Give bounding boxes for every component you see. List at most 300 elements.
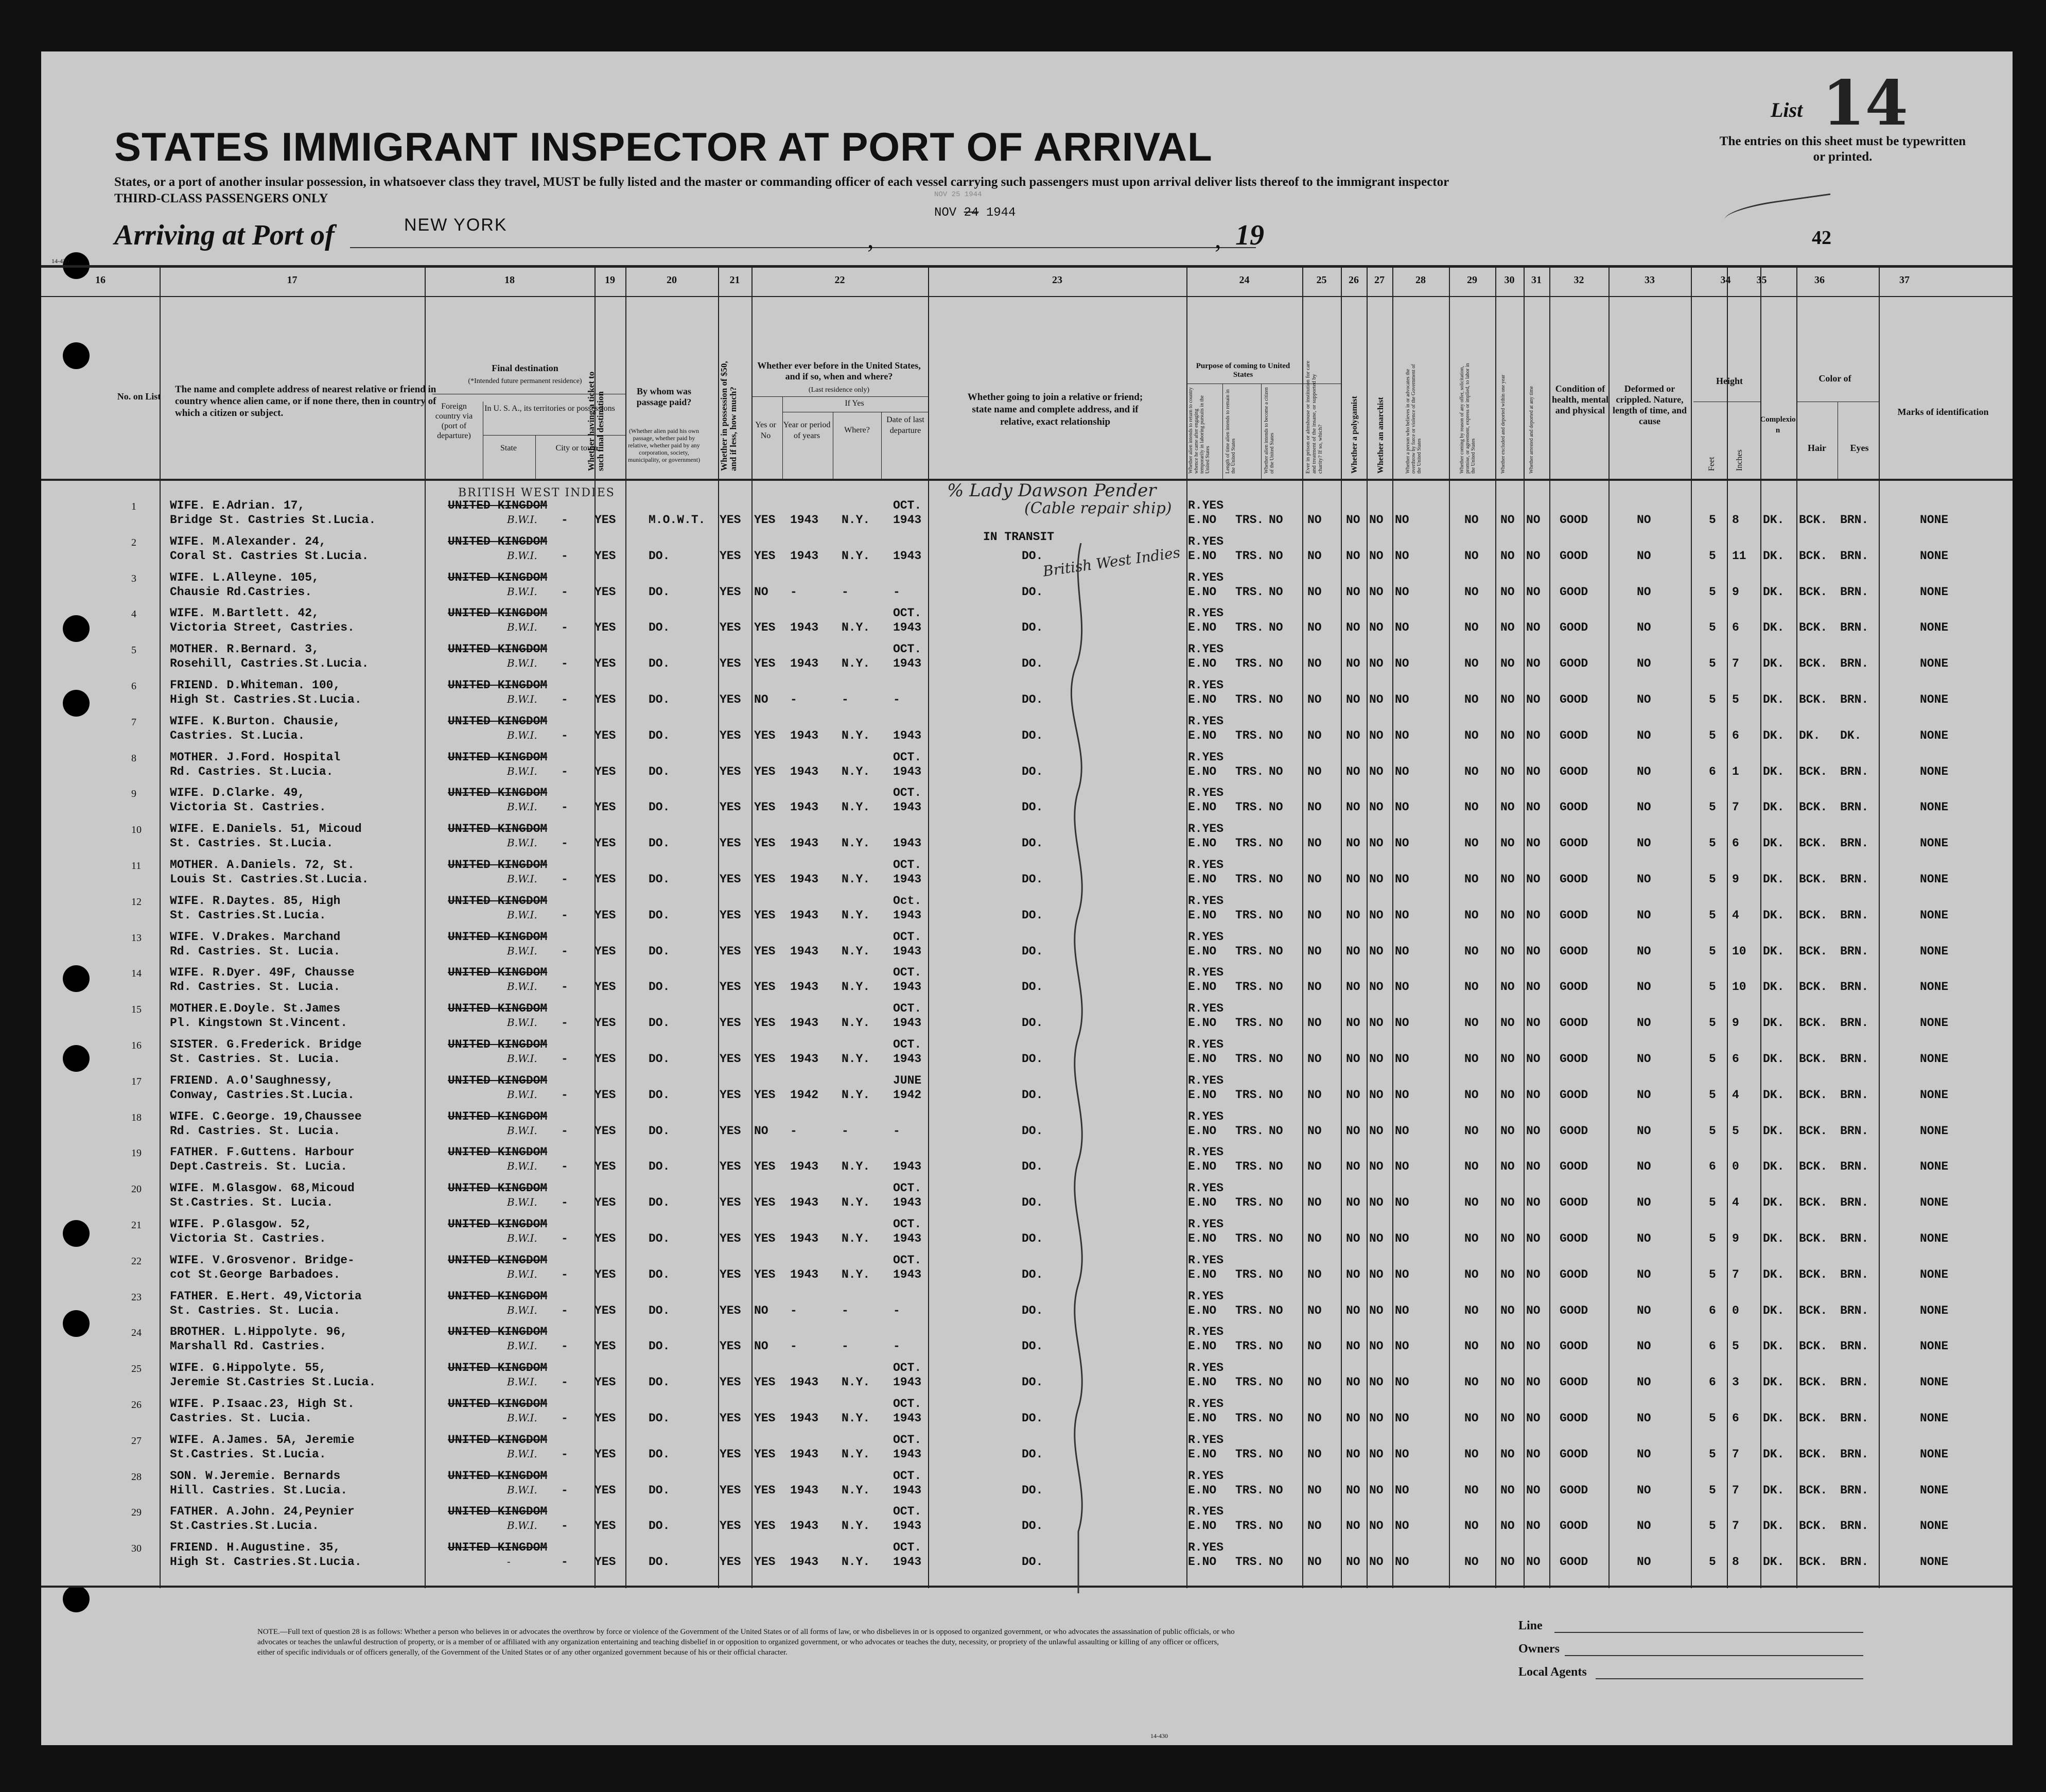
- cell-before: NO: [754, 693, 768, 706]
- cell-where: N.Y.: [842, 1376, 870, 1389]
- cell-join: DO.: [1022, 944, 1043, 958]
- cell-dep2: 1943: [893, 549, 922, 563]
- cell-state: B.W.I.: [507, 621, 537, 634]
- cell-c29: NO: [1464, 1303, 1479, 1317]
- cell-inches: 5: [1732, 1124, 1739, 1138]
- cell-c30: NO: [1500, 585, 1515, 599]
- cell-money: YES: [720, 1232, 741, 1245]
- cell-c28: NO: [1395, 1447, 1409, 1461]
- cell-c31: NO: [1526, 1483, 1541, 1497]
- cell-c25: NO: [1307, 585, 1322, 599]
- cell-c25: NO: [1307, 1376, 1322, 1389]
- cell-ticket: YES: [594, 1016, 616, 1030]
- cell-p3: TRS.: [1235, 908, 1264, 922]
- cell-c26: NO: [1346, 801, 1360, 814]
- cell-ticket: YES: [594, 944, 616, 958]
- cell-join: DO.: [1022, 693, 1043, 706]
- header-by-whom: By whom was passage paid?: [636, 386, 692, 407]
- cell-p1: R.YES: [1188, 966, 1224, 980]
- cell-before: YES: [754, 549, 776, 563]
- cell-c28: NO: [1395, 1124, 1409, 1138]
- cell-p2: E.NO: [1188, 1052, 1217, 1066]
- cell-p1: R.YES: [1188, 1397, 1224, 1411]
- cell-p3: TRS.: [1235, 1555, 1264, 1569]
- cell-c28: NO: [1395, 513, 1409, 527]
- cell-where: N.Y.: [842, 1412, 870, 1425]
- cell-feet: 5: [1709, 1196, 1716, 1210]
- cell-p2: E.NO: [1188, 1196, 1217, 1210]
- cell-city: -: [561, 1016, 568, 1030]
- cell-dep1: OCT.: [893, 1433, 922, 1447]
- cell-rel1: WIFE. M.Glasgow. 68,Micoud: [170, 1181, 355, 1195]
- cell-dep1: OCT.: [893, 930, 922, 944]
- cell-year: 1943: [790, 513, 819, 527]
- column-number: 21: [729, 274, 740, 286]
- table-row: [41, 676, 2013, 712]
- cell-c29: NO: [1464, 1016, 1479, 1030]
- cell-rel2: St. Castries.St.Lucia.: [170, 908, 326, 922]
- cell-p2: E.NO: [1188, 1483, 1217, 1497]
- form-code-top: 14-430: [51, 257, 69, 265]
- cell-year: 1943: [790, 621, 819, 635]
- cell-country: UNITED KINGDOM: [448, 1038, 548, 1051]
- cell-rel1: WIFE. V.Drakes. Marchand: [170, 930, 341, 944]
- cell-c28: NO: [1395, 728, 1409, 742]
- cell-where: N.Y.: [842, 1483, 870, 1497]
- cell-p3: TRS.: [1235, 513, 1264, 527]
- cell-p2: E.NO: [1188, 944, 1217, 958]
- cell-c27: NO: [1369, 728, 1384, 742]
- cell-c31: NO: [1526, 1303, 1541, 1317]
- cell-money: YES: [720, 513, 741, 527]
- cell-p4: NO: [1269, 728, 1283, 742]
- cell-rel2: St. Castries. St.Lucia.: [170, 837, 334, 850]
- cell-eyes: BRN.: [1840, 657, 1869, 671]
- cell-year: 1943: [790, 1196, 819, 1210]
- header-relative: The name and complete address of nearest relative or friend in country whence alien came, or if none there, then in country of which a citizen or subject.: [175, 384, 436, 419]
- cell-p2: E.NO: [1188, 1016, 1217, 1030]
- cell-c31: NO: [1526, 657, 1541, 671]
- cell-c27: NO: [1369, 1124, 1384, 1138]
- cell-feet: 5: [1709, 1052, 1716, 1066]
- cell-eyes: BRN.: [1840, 1196, 1869, 1210]
- table-row: [41, 1036, 2013, 1072]
- cell-dep2: 1943: [893, 513, 922, 527]
- cell-rel2: Castries. St. Lucia.: [170, 1412, 312, 1425]
- cell-country: UNITED KINGDOM: [448, 894, 548, 908]
- cell-state: B.W.I.: [507, 801, 537, 813]
- cell-p3: TRS.: [1235, 1339, 1264, 1353]
- annotation-bwi-cursive: British West Indies: [1042, 544, 1181, 580]
- cell-join: DO.: [1022, 1196, 1043, 1210]
- cell-inches: 4: [1732, 1088, 1739, 1102]
- cell-feet: 6: [1709, 1339, 1716, 1353]
- cell-paid: DO.: [649, 621, 670, 635]
- cell-rel2: Jeremie St.Castries St.Lucia.: [170, 1376, 376, 1389]
- cell-where: N.Y.: [842, 1088, 870, 1102]
- cell-c31: NO: [1526, 1232, 1541, 1245]
- cell-deformed: NO: [1637, 1124, 1651, 1138]
- cell-deformed: NO: [1637, 1483, 1651, 1497]
- cell-c28: NO: [1395, 1412, 1409, 1425]
- cell-before: YES: [754, 1088, 776, 1102]
- cell-year: 1943: [790, 1016, 819, 1030]
- cell-hair: BCK.: [1799, 1232, 1828, 1245]
- cell-inches: 7: [1732, 1483, 1739, 1497]
- cell-marks: NONE: [1920, 1124, 1949, 1138]
- cell-c29: NO: [1464, 1447, 1479, 1461]
- cell-feet: 5: [1709, 1555, 1716, 1569]
- cell-feet: 5: [1709, 657, 1716, 671]
- cell-deformed: NO: [1637, 1088, 1651, 1102]
- cell-state: B.W.I.: [507, 1303, 537, 1316]
- cell-hair: BCK.: [1799, 1267, 1828, 1281]
- cell-year: 1943: [790, 764, 819, 778]
- cell-c25: NO: [1307, 1232, 1322, 1245]
- cell-rel1: WIFE. D.Clarke. 49,: [170, 786, 305, 800]
- header-subtitle: States, or a port of another insular possession, in whatsoever class they travel, MUST be fully listed and the master or commanding officer of each vessel carrying such passengers must upon arrival deliver lists thereof to the immigrant inspector: [114, 175, 1449, 189]
- cell-paid: DO.: [649, 657, 670, 671]
- cell-rel1: WIFE. P.Isaac.23, High St.: [170, 1397, 355, 1411]
- cell-marks: NONE: [1920, 1160, 1949, 1174]
- cell-c27: NO: [1369, 693, 1384, 706]
- cell-marks: NONE: [1920, 1016, 1949, 1030]
- cell-paid: DO.: [649, 1519, 670, 1533]
- cell-before: YES: [754, 1160, 776, 1174]
- port-name: NEW YORK: [404, 215, 508, 235]
- cell-rel2: Victoria St. Castries.: [170, 801, 326, 814]
- cell-feet: 5: [1709, 1447, 1716, 1461]
- cell-eyes: BRN.: [1840, 585, 1869, 599]
- cell-city: -: [561, 873, 568, 886]
- cell-c30: NO: [1500, 944, 1515, 958]
- cell-where: -: [842, 1303, 849, 1317]
- cell-health: GOOD: [1560, 693, 1588, 706]
- cell-join: DO.: [1022, 1447, 1043, 1461]
- cell-p4: NO: [1269, 908, 1283, 922]
- cell-city: -: [561, 513, 568, 527]
- cell-c28: NO: [1395, 621, 1409, 635]
- cell-c26: NO: [1346, 621, 1360, 635]
- cell-deformed: NO: [1637, 1052, 1651, 1066]
- cell-rel2: St.Castries.St.Lucia.: [170, 1519, 319, 1533]
- cell-health: GOOD: [1560, 837, 1588, 850]
- cell-city: -: [561, 1196, 568, 1210]
- header-purpose-c: Whether alien intends to become a citizen of the United States: [1264, 387, 1275, 474]
- cell-health: GOOD: [1560, 1447, 1588, 1461]
- column-number: 33: [1645, 274, 1655, 286]
- cell-hair: BCK.: [1799, 1412, 1828, 1425]
- cell-deformed: NO: [1637, 1232, 1651, 1245]
- cell-marks: NONE: [1920, 585, 1949, 599]
- cell-year: 1943: [790, 1160, 819, 1174]
- column-number: 30: [1504, 274, 1515, 286]
- cell-c29: NO: [1464, 728, 1479, 742]
- cell-c27: NO: [1369, 549, 1384, 563]
- cell-where: N.Y.: [842, 908, 870, 922]
- cell-inches: 6: [1732, 837, 1739, 850]
- cell-dep1: OCT.: [893, 499, 922, 512]
- cell-c30: NO: [1500, 1160, 1515, 1174]
- cell-state: -: [507, 1555, 511, 1568]
- column-number: 26: [1349, 274, 1359, 286]
- cell-rel1: WIFE. G.Hippolyte. 55,: [170, 1361, 326, 1375]
- cell-health: GOOD: [1560, 908, 1588, 922]
- cell-deformed: NO: [1637, 1447, 1651, 1461]
- cell-where: N.Y.: [842, 1016, 870, 1030]
- cell-c31: NO: [1526, 1555, 1541, 1569]
- cell-where: N.Y.: [842, 837, 870, 850]
- cell-money: YES: [720, 549, 741, 563]
- cell-marks: NONE: [1920, 1088, 1949, 1102]
- cell-dep1: OCT.: [893, 1038, 922, 1051]
- cell-health: GOOD: [1560, 1519, 1588, 1533]
- cell-p1: R.YES: [1188, 1002, 1224, 1016]
- cell-hair: BCK.: [1799, 1376, 1828, 1389]
- cell-rel2: Dept.Castreis. St. Lucia.: [170, 1160, 348, 1174]
- cell-paid: DO.: [649, 728, 670, 742]
- cell-p4: NO: [1269, 549, 1283, 563]
- cell-p3: TRS.: [1235, 549, 1264, 563]
- cell-rel1: WIFE. K.Burton. Chausie,: [170, 714, 341, 728]
- row-number: 7: [131, 716, 136, 728]
- cell-ticket: YES: [594, 1483, 616, 1497]
- cell-c26: NO: [1346, 980, 1360, 994]
- cell-eyes: BRN.: [1840, 1412, 1869, 1425]
- footer-owners-field: [1565, 1655, 1863, 1656]
- cell-c31: NO: [1526, 1160, 1541, 1174]
- cell-paid: DO.: [649, 693, 670, 706]
- cell-hair: BCK.: [1799, 873, 1828, 886]
- cell-feet: 5: [1709, 1483, 1716, 1497]
- column-number: 17: [287, 274, 298, 286]
- cell-p2: E.NO: [1188, 837, 1217, 850]
- cell-feet: 5: [1709, 1412, 1716, 1425]
- cell-money: YES: [720, 837, 741, 850]
- comma-1: ,: [867, 224, 874, 253]
- cell-complexion: DK.: [1763, 693, 1785, 706]
- cell-state: B.W.I.: [507, 837, 537, 849]
- date-stamp-full: NOV 25 1944: [934, 190, 982, 199]
- cell-p1: R.YES: [1188, 858, 1224, 872]
- table-row: [41, 640, 2013, 676]
- cell-city: -: [561, 1447, 568, 1461]
- cell-hair: BCK.: [1799, 1519, 1828, 1533]
- table-row: [41, 1000, 2013, 1036]
- cell-c31: NO: [1526, 693, 1541, 706]
- cell-eyes: BRN.: [1840, 513, 1869, 527]
- cell-c31: NO: [1526, 980, 1541, 994]
- cell-money: YES: [720, 944, 741, 958]
- cell-p3: TRS.: [1235, 693, 1264, 706]
- cell-hair: BCK.: [1799, 657, 1828, 671]
- cell-p2: E.NO: [1188, 728, 1217, 742]
- cell-c27: NO: [1369, 1016, 1384, 1030]
- cell-rel2: St. Castries. St. Lucia.: [170, 1303, 341, 1317]
- cell-dep2: 1943: [893, 657, 922, 671]
- cell-health: GOOD: [1560, 1052, 1588, 1066]
- cell-city: -: [561, 1555, 568, 1569]
- cell-eyes: BRN.: [1840, 1339, 1869, 1353]
- cell-c29: NO: [1464, 1555, 1479, 1569]
- cell-p4: NO: [1269, 764, 1283, 778]
- cell-ticket: YES: [594, 1519, 616, 1533]
- cell-c26: NO: [1346, 837, 1360, 850]
- cell-ticket: YES: [594, 764, 616, 778]
- row-number: 9: [131, 788, 136, 800]
- cell-c30: NO: [1500, 1376, 1515, 1389]
- row-number: 14: [131, 968, 142, 980]
- cell-join: DO.: [1022, 1483, 1043, 1497]
- cell-country: UNITED KINGDOM: [448, 1253, 548, 1267]
- cell-hair: BCK.: [1799, 764, 1828, 778]
- cell-p1: R.YES: [1188, 1253, 1224, 1267]
- row-number: 27: [131, 1435, 142, 1447]
- cell-c26: NO: [1346, 1376, 1360, 1389]
- cell-c25: NO: [1307, 1555, 1322, 1569]
- header-ticket: Whether having a ticket to such final destination: [586, 371, 605, 471]
- cell-health: GOOD: [1560, 980, 1588, 994]
- header-hair: Hair: [1808, 443, 1826, 453]
- cell-inches: 4: [1732, 1196, 1739, 1210]
- cell-before: YES: [754, 1483, 776, 1497]
- cell-health: GOOD: [1560, 1483, 1588, 1497]
- cell-rel1: MOTHER. J.Ford. Hospital: [170, 750, 341, 764]
- cell-marks: NONE: [1920, 908, 1949, 922]
- cell-rel2: Pl. Kingstown St.Vincent.: [170, 1016, 348, 1030]
- header-c26: Whether a polygamist: [1350, 396, 1359, 474]
- cell-city: -: [561, 980, 568, 994]
- cell-c29: NO: [1464, 657, 1479, 671]
- cell-c29: NO: [1464, 764, 1479, 778]
- cell-c30: NO: [1500, 549, 1515, 563]
- cell-feet: 5: [1709, 585, 1716, 599]
- cell-c31: NO: [1526, 1052, 1541, 1066]
- cell-feet: 5: [1709, 944, 1716, 958]
- cell-complexion: DK.: [1763, 549, 1785, 563]
- cell-inches: 6: [1732, 728, 1739, 742]
- cell-marks: NONE: [1920, 693, 1949, 706]
- cell-money: YES: [720, 764, 741, 778]
- table-top-rule: [41, 265, 2013, 268]
- cell-complexion: DK.: [1763, 585, 1785, 599]
- cell-complexion: DK.: [1763, 1555, 1785, 1569]
- column-number: 22: [834, 274, 845, 286]
- cell-deformed: NO: [1637, 621, 1651, 635]
- cell-inches: 10: [1732, 944, 1746, 958]
- cell-join: DO.: [1022, 728, 1043, 742]
- cell-country: UNITED KINGDOM: [448, 1145, 548, 1159]
- annotation-bwi: BRITISH WEST INDIES: [458, 486, 615, 499]
- table-row: [41, 1251, 2013, 1288]
- header-by-whom-note: (Whether alien paid his own passage, whether paid by relative, whether paid by any corporation, society, municipality, or government): [627, 427, 701, 463]
- cell-country: UNITED KINGDOM: [448, 1505, 548, 1519]
- cell-eyes: BRN.: [1840, 693, 1869, 706]
- cell-year: 1943: [790, 801, 819, 814]
- cell-year: -: [790, 1303, 797, 1317]
- header-c30: Whether excluded and deported within one year: [1500, 374, 1506, 474]
- cell-city: -: [561, 1232, 568, 1245]
- cell-state: B.W.I.: [507, 728, 537, 741]
- cell-eyes: BRN.: [1840, 1555, 1869, 1569]
- cell-money: YES: [720, 1052, 741, 1066]
- cell-rel2: Hill. Castries. St.Lucia.: [170, 1483, 348, 1497]
- cell-rel1: WIFE. R.Daytes. 85, High: [170, 894, 341, 908]
- cell-p1: R.YES: [1188, 606, 1224, 620]
- cell-p2: E.NO: [1188, 1519, 1217, 1533]
- cell-complexion: DK.: [1763, 513, 1785, 527]
- cell-p1: R.YES: [1188, 534, 1224, 548]
- cell-feet: 5: [1709, 1124, 1716, 1138]
- row-number: 28: [131, 1471, 142, 1483]
- cell-c31: NO: [1526, 1088, 1541, 1102]
- comma-2: ,: [1215, 224, 1221, 253]
- cell-dep2: -: [893, 693, 900, 706]
- cell-money: YES: [720, 873, 741, 886]
- cell-p3: TRS.: [1235, 1016, 1264, 1030]
- cell-deformed: NO: [1637, 873, 1651, 886]
- cell-p4: NO: [1269, 1376, 1283, 1389]
- cell-state: B.W.I.: [507, 908, 537, 921]
- cell-c29: NO: [1464, 1232, 1479, 1245]
- table-row: [41, 1288, 2013, 1324]
- table-row: [41, 1323, 2013, 1359]
- column-number: 35: [1756, 274, 1767, 286]
- cell-paid: DO.: [649, 873, 670, 886]
- cell-health: GOOD: [1560, 1412, 1588, 1425]
- typewritten-instructions: The entries on this sheet must be typewritten or printed.: [1719, 134, 1966, 164]
- cell-dep1: OCT.: [893, 786, 922, 800]
- cell-join: DO.: [1022, 1267, 1043, 1281]
- row-number: 6: [131, 681, 136, 692]
- cell-eyes: BRN.: [1840, 1160, 1869, 1174]
- cell-city: -: [561, 1160, 568, 1174]
- cell-before: YES: [754, 1412, 776, 1425]
- cell-state: B.W.I.: [507, 1447, 537, 1460]
- annotation-cable: (Cable repair ship): [1024, 499, 1172, 517]
- header-last-residence: (Last residence only): [808, 386, 870, 394]
- cell-dep1: OCT.: [893, 1253, 922, 1267]
- table-row: [41, 1072, 2013, 1108]
- cell-state: B.W.I.: [507, 944, 537, 957]
- cell-marks: NONE: [1920, 1412, 1949, 1425]
- table-row: [41, 1431, 2013, 1467]
- cell-c30: NO: [1500, 1016, 1515, 1030]
- cell-money: YES: [720, 1196, 741, 1210]
- cell-c30: NO: [1500, 801, 1515, 814]
- cell-p2: E.NO: [1188, 1303, 1217, 1317]
- cell-deformed: NO: [1637, 1519, 1651, 1533]
- cell-c28: NO: [1395, 908, 1409, 922]
- cell-p4: NO: [1269, 1447, 1283, 1461]
- cell-c27: NO: [1369, 657, 1384, 671]
- header-date-departure: Date of last departure: [886, 415, 924, 435]
- cell-marks: NONE: [1920, 837, 1949, 850]
- cell-inches: 8: [1732, 513, 1739, 527]
- cell-where: N.Y.: [842, 1267, 870, 1281]
- cell-health: GOOD: [1560, 764, 1588, 778]
- punch-hole: [63, 1586, 90, 1612]
- cell-rel2: Coral St. Castries St.Lucia.: [170, 549, 369, 563]
- cell-c25: NO: [1307, 1412, 1322, 1425]
- cell-feet: 5: [1709, 693, 1716, 706]
- cell-c29: NO: [1464, 693, 1479, 706]
- row-number: 23: [131, 1291, 142, 1303]
- cell-c26: NO: [1346, 1088, 1360, 1102]
- cell-dep1: OCT.: [893, 1361, 922, 1375]
- cell-c31: NO: [1526, 1016, 1541, 1030]
- cell-paid: DO.: [649, 944, 670, 958]
